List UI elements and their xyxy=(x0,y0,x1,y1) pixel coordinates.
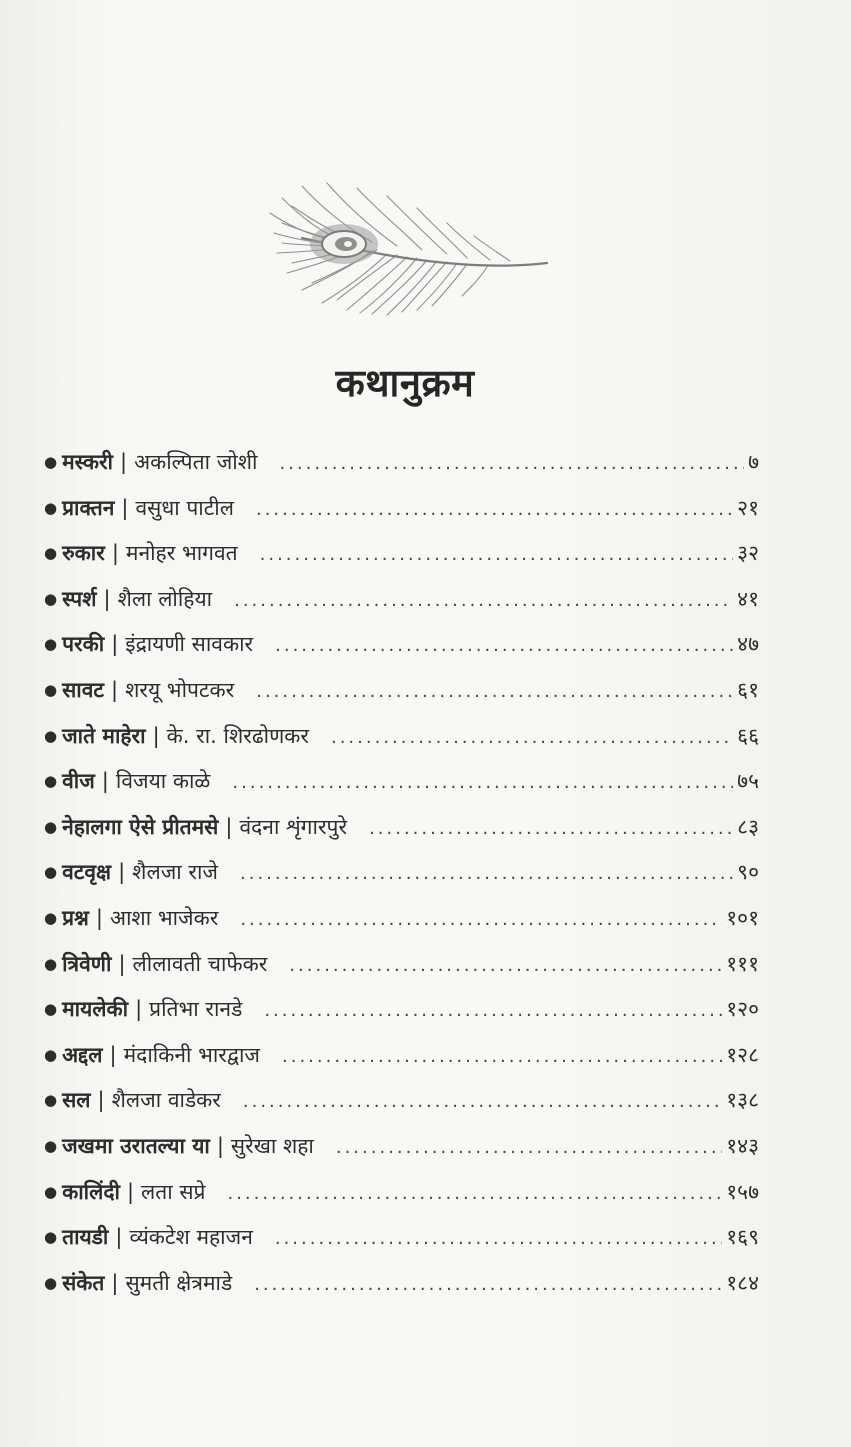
author-name: शैलजा वाडेकर xyxy=(111,1088,221,1113)
toc-entry[interactable] xyxy=(44,539,759,585)
story-title: अद्दल xyxy=(62,1042,103,1067)
separator: | xyxy=(97,1088,105,1113)
bullet-icon: ● xyxy=(44,1091,58,1110)
bullet-icon: ● xyxy=(44,726,58,745)
separator: | xyxy=(111,1270,119,1295)
dot-leader xyxy=(254,1271,722,1299)
bullet-icon: ● xyxy=(44,1273,58,1292)
page-number: १२८ xyxy=(726,1042,759,1067)
page-number: १३८ xyxy=(726,1088,759,1113)
page-number: २१ xyxy=(737,495,759,520)
page-number: ८३ xyxy=(737,814,759,839)
bullet-icon: ● xyxy=(44,772,58,791)
separator: | xyxy=(95,905,103,930)
toc-entry[interactable] xyxy=(44,722,759,768)
dot-leader xyxy=(336,1134,722,1162)
toc-entry[interactable] xyxy=(44,585,759,631)
dot-leader xyxy=(331,724,733,752)
page-number: १०१ xyxy=(726,905,759,930)
author-name: आशा भाजेकर xyxy=(109,905,219,930)
story-title: जखमा उरातल्या या xyxy=(62,1133,210,1158)
story-title: मायलेकी xyxy=(62,997,129,1022)
bullet-icon: ● xyxy=(44,680,58,699)
separator: | xyxy=(126,1179,135,1204)
author-name: वंदना शृंगारपुरे xyxy=(239,814,348,839)
dot-leader xyxy=(282,1043,722,1071)
author-name: मंदाकिनी भारद्वाज xyxy=(123,1042,260,1067)
page-number: १६९ xyxy=(726,1225,759,1250)
page-number: ३२ xyxy=(737,541,759,566)
dot-leader xyxy=(256,496,733,524)
separator: | xyxy=(225,814,233,839)
separator: | xyxy=(111,677,119,702)
author-name: शरयू भोपटकर xyxy=(125,677,235,702)
toc-entry[interactable] xyxy=(44,1269,759,1315)
separator: | xyxy=(109,1042,117,1067)
separator: | xyxy=(118,951,126,976)
page-title: कथानुक्रम xyxy=(335,361,475,405)
story-title: वीज xyxy=(62,769,95,794)
bullet-icon: ● xyxy=(44,1045,58,1064)
toc-entry[interactable] xyxy=(44,676,759,722)
toc-entry[interactable] xyxy=(44,950,759,996)
story-title: त्रिवेणी xyxy=(62,951,112,976)
story-title: नेहालगा ऐसे प्रीतमसे xyxy=(62,814,219,839)
story-title: वटवृक्ष xyxy=(62,860,112,885)
page-number: ४१ xyxy=(737,586,759,611)
dot-leader xyxy=(275,1225,722,1253)
story-title: रुकार xyxy=(62,541,105,566)
toc-entry[interactable] xyxy=(44,1132,759,1178)
dot-leader xyxy=(279,450,744,478)
page-number: १२० xyxy=(726,997,759,1022)
author-name: सुमती क्षेत्रमाडे xyxy=(125,1270,233,1295)
bullet-icon: ● xyxy=(44,1228,58,1247)
toc-entry[interactable] xyxy=(44,858,759,904)
separator: | xyxy=(103,586,111,611)
dot-leader xyxy=(369,815,733,843)
story-title: प्रश्न xyxy=(62,905,89,930)
page-number: १८४ xyxy=(726,1270,759,1295)
dot-leader xyxy=(289,952,722,980)
dot-leader xyxy=(256,678,733,706)
bullet-icon: ● xyxy=(44,908,58,927)
author-name: व्यंकटेश महाजन xyxy=(129,1225,253,1250)
toc-entry[interactable] xyxy=(44,767,759,813)
bullet-icon: ● xyxy=(44,1182,58,1201)
toc-entry[interactable] xyxy=(44,494,759,540)
toc-entry[interactable] xyxy=(44,448,759,494)
dot-leader xyxy=(232,769,733,797)
bullet-icon: ● xyxy=(44,1136,58,1155)
separator: | xyxy=(101,769,109,794)
story-title: सावट xyxy=(62,677,104,702)
toc-entry[interactable] xyxy=(44,904,759,950)
author-name: विजया काळे xyxy=(115,769,211,794)
story-title: सल xyxy=(62,1088,91,1113)
bullet-icon: ● xyxy=(44,544,58,563)
dot-leader xyxy=(243,1088,722,1116)
page-number: १५७ xyxy=(726,1179,759,1204)
bullet-icon: ● xyxy=(44,589,58,608)
author-name: अकल्पिता जोशी xyxy=(134,450,258,474)
bullet-icon: ● xyxy=(44,863,58,882)
dot-leader xyxy=(227,1180,722,1208)
dot-leader xyxy=(240,860,733,888)
toc-entry[interactable] xyxy=(44,630,759,676)
author-name: के. रा. शिरढोणकर xyxy=(166,723,309,748)
separator: | xyxy=(111,541,119,566)
separator: | xyxy=(115,1225,123,1250)
author-name: इंद्रायणी सावकार xyxy=(125,632,254,657)
author-name: वसुधा पाटील xyxy=(135,495,234,520)
dot-leader xyxy=(264,997,722,1025)
author-name: सुरेखा शहा xyxy=(230,1133,314,1158)
story-title: मस्करी xyxy=(62,450,113,474)
separator: | xyxy=(121,495,129,520)
author-name: शैलजा राजे xyxy=(132,860,218,885)
separator: | xyxy=(119,450,128,474)
separator: | xyxy=(152,723,160,748)
author-name: लीलावती चाफेकर xyxy=(132,951,268,976)
bullet-icon: ● xyxy=(44,954,58,973)
separator: | xyxy=(111,632,119,657)
dot-leader xyxy=(234,587,733,615)
dot-leader xyxy=(240,906,722,934)
page-number: १११ xyxy=(726,951,759,976)
story-title: स्पर्श xyxy=(62,586,97,611)
page-number: ७ xyxy=(748,450,759,474)
story-title: जाते माहेरा xyxy=(62,723,146,748)
separator: | xyxy=(118,860,126,885)
toc-entry[interactable] xyxy=(44,1223,759,1269)
page-number: १४३ xyxy=(726,1133,759,1158)
toc-entry[interactable] xyxy=(44,995,759,1041)
page-number: ९० xyxy=(737,860,759,885)
separator: | xyxy=(135,997,143,1022)
bullet-icon: ● xyxy=(44,453,58,471)
bullet-icon: ● xyxy=(44,817,58,836)
separator: | xyxy=(216,1133,224,1158)
toc-entry[interactable] xyxy=(44,1041,759,1087)
story-title: परकी xyxy=(62,632,105,657)
page-number: ६१ xyxy=(737,677,759,702)
page-number: ६६ xyxy=(737,723,759,748)
bullet-icon: ● xyxy=(44,635,58,654)
story-title: प्राक्तन xyxy=(62,495,115,520)
bullet-icon: ● xyxy=(44,498,58,517)
peacock-feather-icon xyxy=(262,178,554,328)
toc-entry[interactable] xyxy=(44,1178,759,1224)
page-number: ७५ xyxy=(737,769,759,794)
table-of-contents xyxy=(44,448,759,1314)
toc-entry[interactable] xyxy=(44,813,759,859)
author-name: मनोहर भागवत xyxy=(125,541,238,566)
story-title: कालिंदी xyxy=(62,1179,120,1204)
story-title: तायडी xyxy=(62,1225,109,1250)
toc-entry[interactable] xyxy=(44,1086,759,1132)
author-name: शैला लोहिया xyxy=(117,586,213,611)
dot-leader xyxy=(275,632,733,660)
story-title: संकेत xyxy=(62,1270,105,1295)
bullet-icon: ● xyxy=(44,1000,58,1019)
author-name: प्रतिभा रानडे xyxy=(149,997,243,1022)
page-number: ४७ xyxy=(737,632,759,657)
author-name: लता सप्रे xyxy=(141,1179,206,1204)
dot-leader xyxy=(260,541,734,569)
